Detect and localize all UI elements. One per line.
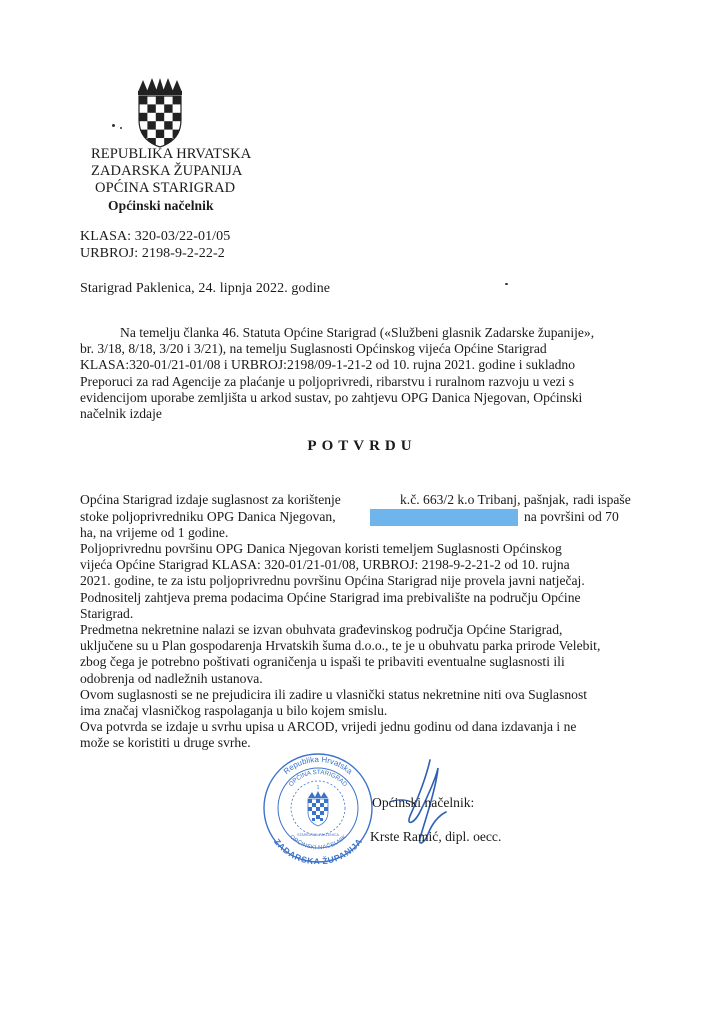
stamp-outer-bottom: ZADARSKA ŽUPANIJA: [272, 836, 364, 864]
body-line: Starigrad.: [80, 605, 134, 621]
body-line: vijeća Općine Starigrad KLASA: 320-01/21-01/08, URBROJ: 2198-9-2-21-2 od 10. rujna: [80, 557, 570, 573]
body-line: odobrenja od nadležnih ustanova.: [80, 670, 263, 686]
stamp-middle: STARIGRAD-PAKLENICA: [297, 833, 339, 837]
stamp-number: 1: [316, 785, 320, 791]
stamp-coat-icon: [308, 791, 328, 826]
scan-speck: [120, 127, 122, 129]
intro-line: br. 3/18, 8/18, 3/20 i 3/21), na temelju Suglasnosti Općinskog vijeća Općine Starigrad: [80, 341, 547, 357]
header-county: ZADARSKA ŽUPANIJA: [91, 163, 243, 179]
body-line: 2021. godine, te za istu poljoprivrednu površinu Općina Starigrad nije provela javni natječaj.: [80, 573, 585, 589]
intro-paragraph: [80, 325, 640, 422]
body-line: Ova potvrda se izdaje u svrhu upisa u ARCOD, vrijedi jednu godinu od dana izdavanja i ne: [80, 719, 577, 735]
stamp-inner-bottom: OPĆINSKI NAČELNIK: [288, 834, 348, 852]
body-line: ima značaj vlasničkog raspolaganja u bilo kojem smislu.: [80, 703, 388, 719]
signature-role: Općinski načelnik:: [372, 795, 475, 810]
place-date: Starigrad Paklenica, 24. lipnja 2022. godine: [80, 281, 331, 296]
body-line-1c: radi ispaše: [573, 492, 631, 507]
body-line-1a: Općina Starigrad izdaje suglasnost za korištenje: [80, 492, 341, 507]
body-line: Poljoprivrednu površinu OPG Danica Njegovan koristi temeljem Suglasnosti Općinskog: [80, 541, 562, 556]
official-stamp: [262, 752, 374, 864]
header-office: Općinski načelnik: [108, 198, 214, 213]
klasa-ref: KLASA: 320-03/22-01/05: [80, 229, 231, 244]
document-title: POTVRDU: [307, 438, 417, 454]
body-line: Ovom suglasnosti se ne prejudicira ili zadire u vlasnički status nekretnine niti ova Suglasnost: [80, 686, 588, 702]
body-line-3: ha, na vrijeme od 1 godine.: [80, 525, 229, 540]
body-line: može se koristiti u druge svrhe.: [80, 735, 251, 751]
intro-line: načelnik izdaje: [80, 406, 162, 422]
body-line: zbog čega je potrebno poštivati ograničenja u ispaši te pribaviti eventualne suglasnosti ili: [80, 654, 565, 670]
urbroj-ref: URBROJ: 2198-9-2-22-2: [80, 246, 225, 261]
scan-speck: [505, 283, 508, 285]
body-parcel: k.č. 663/2 k.o Tribanj, pašnjak,: [400, 492, 569, 507]
body-line-2b: na površini od 70: [524, 509, 619, 524]
signature-name: Krste Ramić, dipl. oecc.: [370, 829, 502, 844]
intro-line: evidencijom uporabe zemljišta u arkod sustav, po zahtjevu OPG Danica Njegovan, Općinski: [80, 389, 583, 405]
intro-line: Na temelju članka 46. Statuta Općine Starigrad («Službeni glasnik Zadarske županije»,: [120, 325, 595, 340]
body-line: Predmetna nekretnine nalazi se izvan obuhvata građevinskog područja Općine Starigrad,: [80, 622, 563, 638]
stamp-inner-top: OPĆINA STARIGRAD: [287, 768, 349, 789]
body-line-2a: stoke poljoprivredniku OPG Danica Njegovan,: [80, 509, 336, 524]
body-line: Podnositelj zahtjeva prema podacima Općine Starigrad ima prebivalište na području Općine: [80, 589, 581, 605]
header-country: REPUBLIKA HRVATSKA: [91, 146, 252, 162]
body-line: uključene su u Plan gospodarenja Hrvatskih šuma d.o.o., te je u obuhvatu parka prirode Velebit,: [80, 638, 601, 654]
body-paragraphs: [80, 541, 640, 752]
scan-speck: [112, 124, 115, 127]
intro-line: Preporuci za rad Agencije za plaćanje u poljoprivredi, ribarstvu i ruralnom razvoju u vezi s: [80, 373, 575, 389]
coat-of-arms-icon: [135, 78, 185, 148]
intro-line: KLASA:320-01/21-01/08 i URBROJ:2198/09-1-21-2 od 10. rujna 2021. godine i sukladno: [80, 357, 576, 373]
redaction-box: [370, 509, 518, 526]
stamp-outer-top: Republika Hrvatska: [281, 754, 355, 776]
header-municipality: OPĆINA STARIGRAD: [95, 180, 236, 196]
